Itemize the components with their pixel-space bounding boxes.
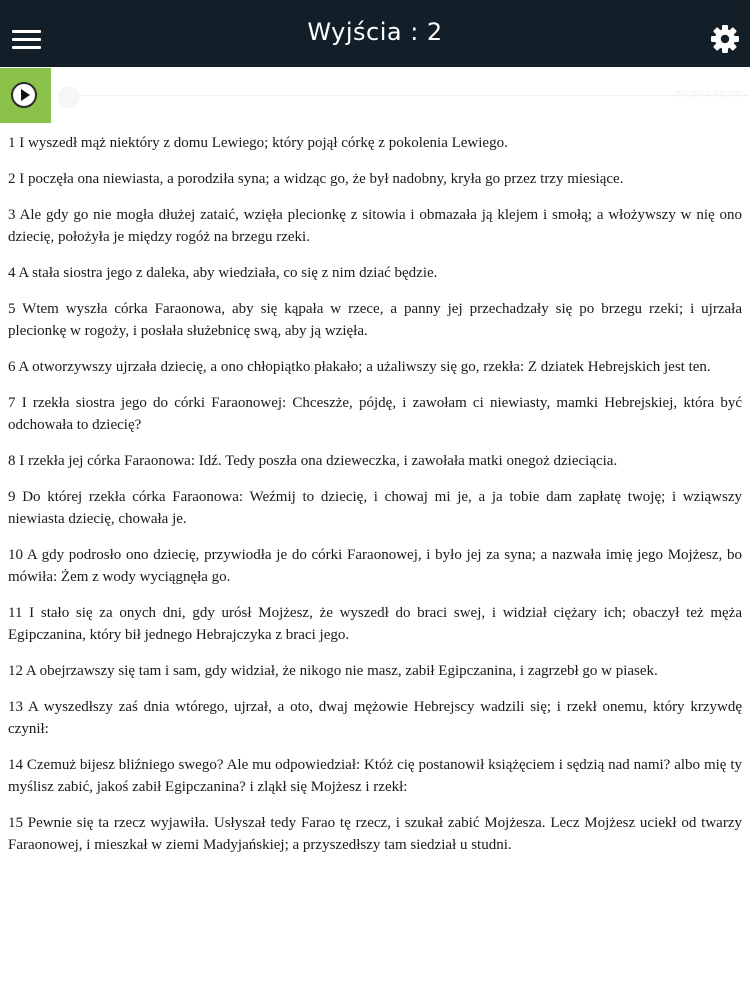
audio-time: 00:00 / 00:00: [674, 89, 742, 100]
verse: 9 Do której rzekła córka Faraonowa: Weźmij to dziecię, i chowaj mi je, a ja tobie dam zapłatę twoję; i wziąwszy niewiasta dziecię, chowała je.: [8, 489, 742, 527]
verse: 3 Ale gdy go nie mogła dłużej zataić, wzięła plecionkę z sitowia i obmazała ją klejem i smołą; a włożywszy w nię ono dziecię, położyła je między rogóż na brzegu rzeki.: [8, 207, 742, 245]
verse: 12 A obejrzawszy się tam i sam, gdy widział, że nikogo nie masz, zabił Egipczanina, i zagrzebł go w piasek.: [8, 663, 658, 679]
page-title: Wyjścia : 2: [307, 18, 443, 46]
verse: 7 I rzekła siostra jego do córki Faraonowej: Chceszże, pójdę, i zawołam ci niewiasty, mamki Hebrejskiej, która być odchowała to dziecię?: [8, 395, 742, 433]
verse: 1 I wyszedł mąż niektóry z domu Lewiego; który pojął córkę z pokolenia Lewiego.: [8, 135, 508, 151]
audio-seek-handle[interactable]: [58, 86, 80, 108]
gear-icon[interactable]: [710, 24, 740, 54]
verse: 10 A gdy podrosło ono dziecię, przywiodła je do córki Faraonowej, i było jej za syna; a nazwała imię jego Mojżesz, bo mówiła: Żem z wody wyciągnęła go.: [8, 547, 742, 585]
play-button[interactable]: [0, 68, 51, 123]
chapter-text: [8, 132, 742, 870]
verse: 13 A wyszedłszy zaś dnia wtórego, ujrzał, a oto, dwaj mężowie Hebrejscy wadzili się; i rzekł onemu, który krzywdę czynił:: [8, 699, 742, 737]
app-header: [0, 0, 750, 67]
play-icon: [11, 82, 37, 108]
audio-player: [0, 67, 750, 124]
verse: 4 A stała siostra jego z daleka, aby wiedziała, co się z nim dziać będzie.: [8, 265, 438, 281]
verse: 8 I rzekła jej córka Faraonowa: Idź. Tedy poszła ona dzieweczka, i zawołała matki onegoż dzieciącia.: [8, 453, 618, 469]
verse: 15 Pewnie się ta rzecz wyjawiła. Usłyszał tedy Farao tę rzecz, i szukał zabić Mojżesza. Lecz Mojżesz uciekł od twarzy Faraonowej, i mieszkał w ziemi Madyjańskiej; a przyszedłszy tam siedział u studni.: [8, 815, 742, 853]
verse: 5 Wtem wyszła córka Faraonowa, aby się kąpała w rzece, a panny jej przechadzały się po brzegu rzeki; i ujrzała plecionkę w rogoży, i posłała służebnicę swą, aby ją wzięła.: [8, 301, 742, 339]
audio-seek-track[interactable]: [68, 95, 748, 96]
verse: 11 I stało się za onych dni, gdy urósł Mojżesz, że wyszedł do braci swej, i widział ciężary ich; obaczył też męża Egipczanina, który bił jednego Hebrajczyka z braci jego.: [8, 605, 742, 643]
verse: 6 A otworzywszy ujrzała dziecię, a ono chłopiątko płakało; a użaliwszy się go, rzekła: Z dziatek Hebrejskich jest ten.: [8, 359, 711, 375]
verse: 2 I poczęła ona niewiasta, a porodziła syna; a widząc go, że był nadobny, kryła go przez trzy miesiące.: [8, 171, 624, 187]
verse: 14 Czemuż bijesz bliźniego swego? Ale mu odpowiedział: Któż cię postanowił książęciem i sędzią nad nami? albo mię ty myślisz zabić, jakoś zabił Egipczanina? i zląkł się Mojżesz i rzekł:: [8, 757, 742, 795]
